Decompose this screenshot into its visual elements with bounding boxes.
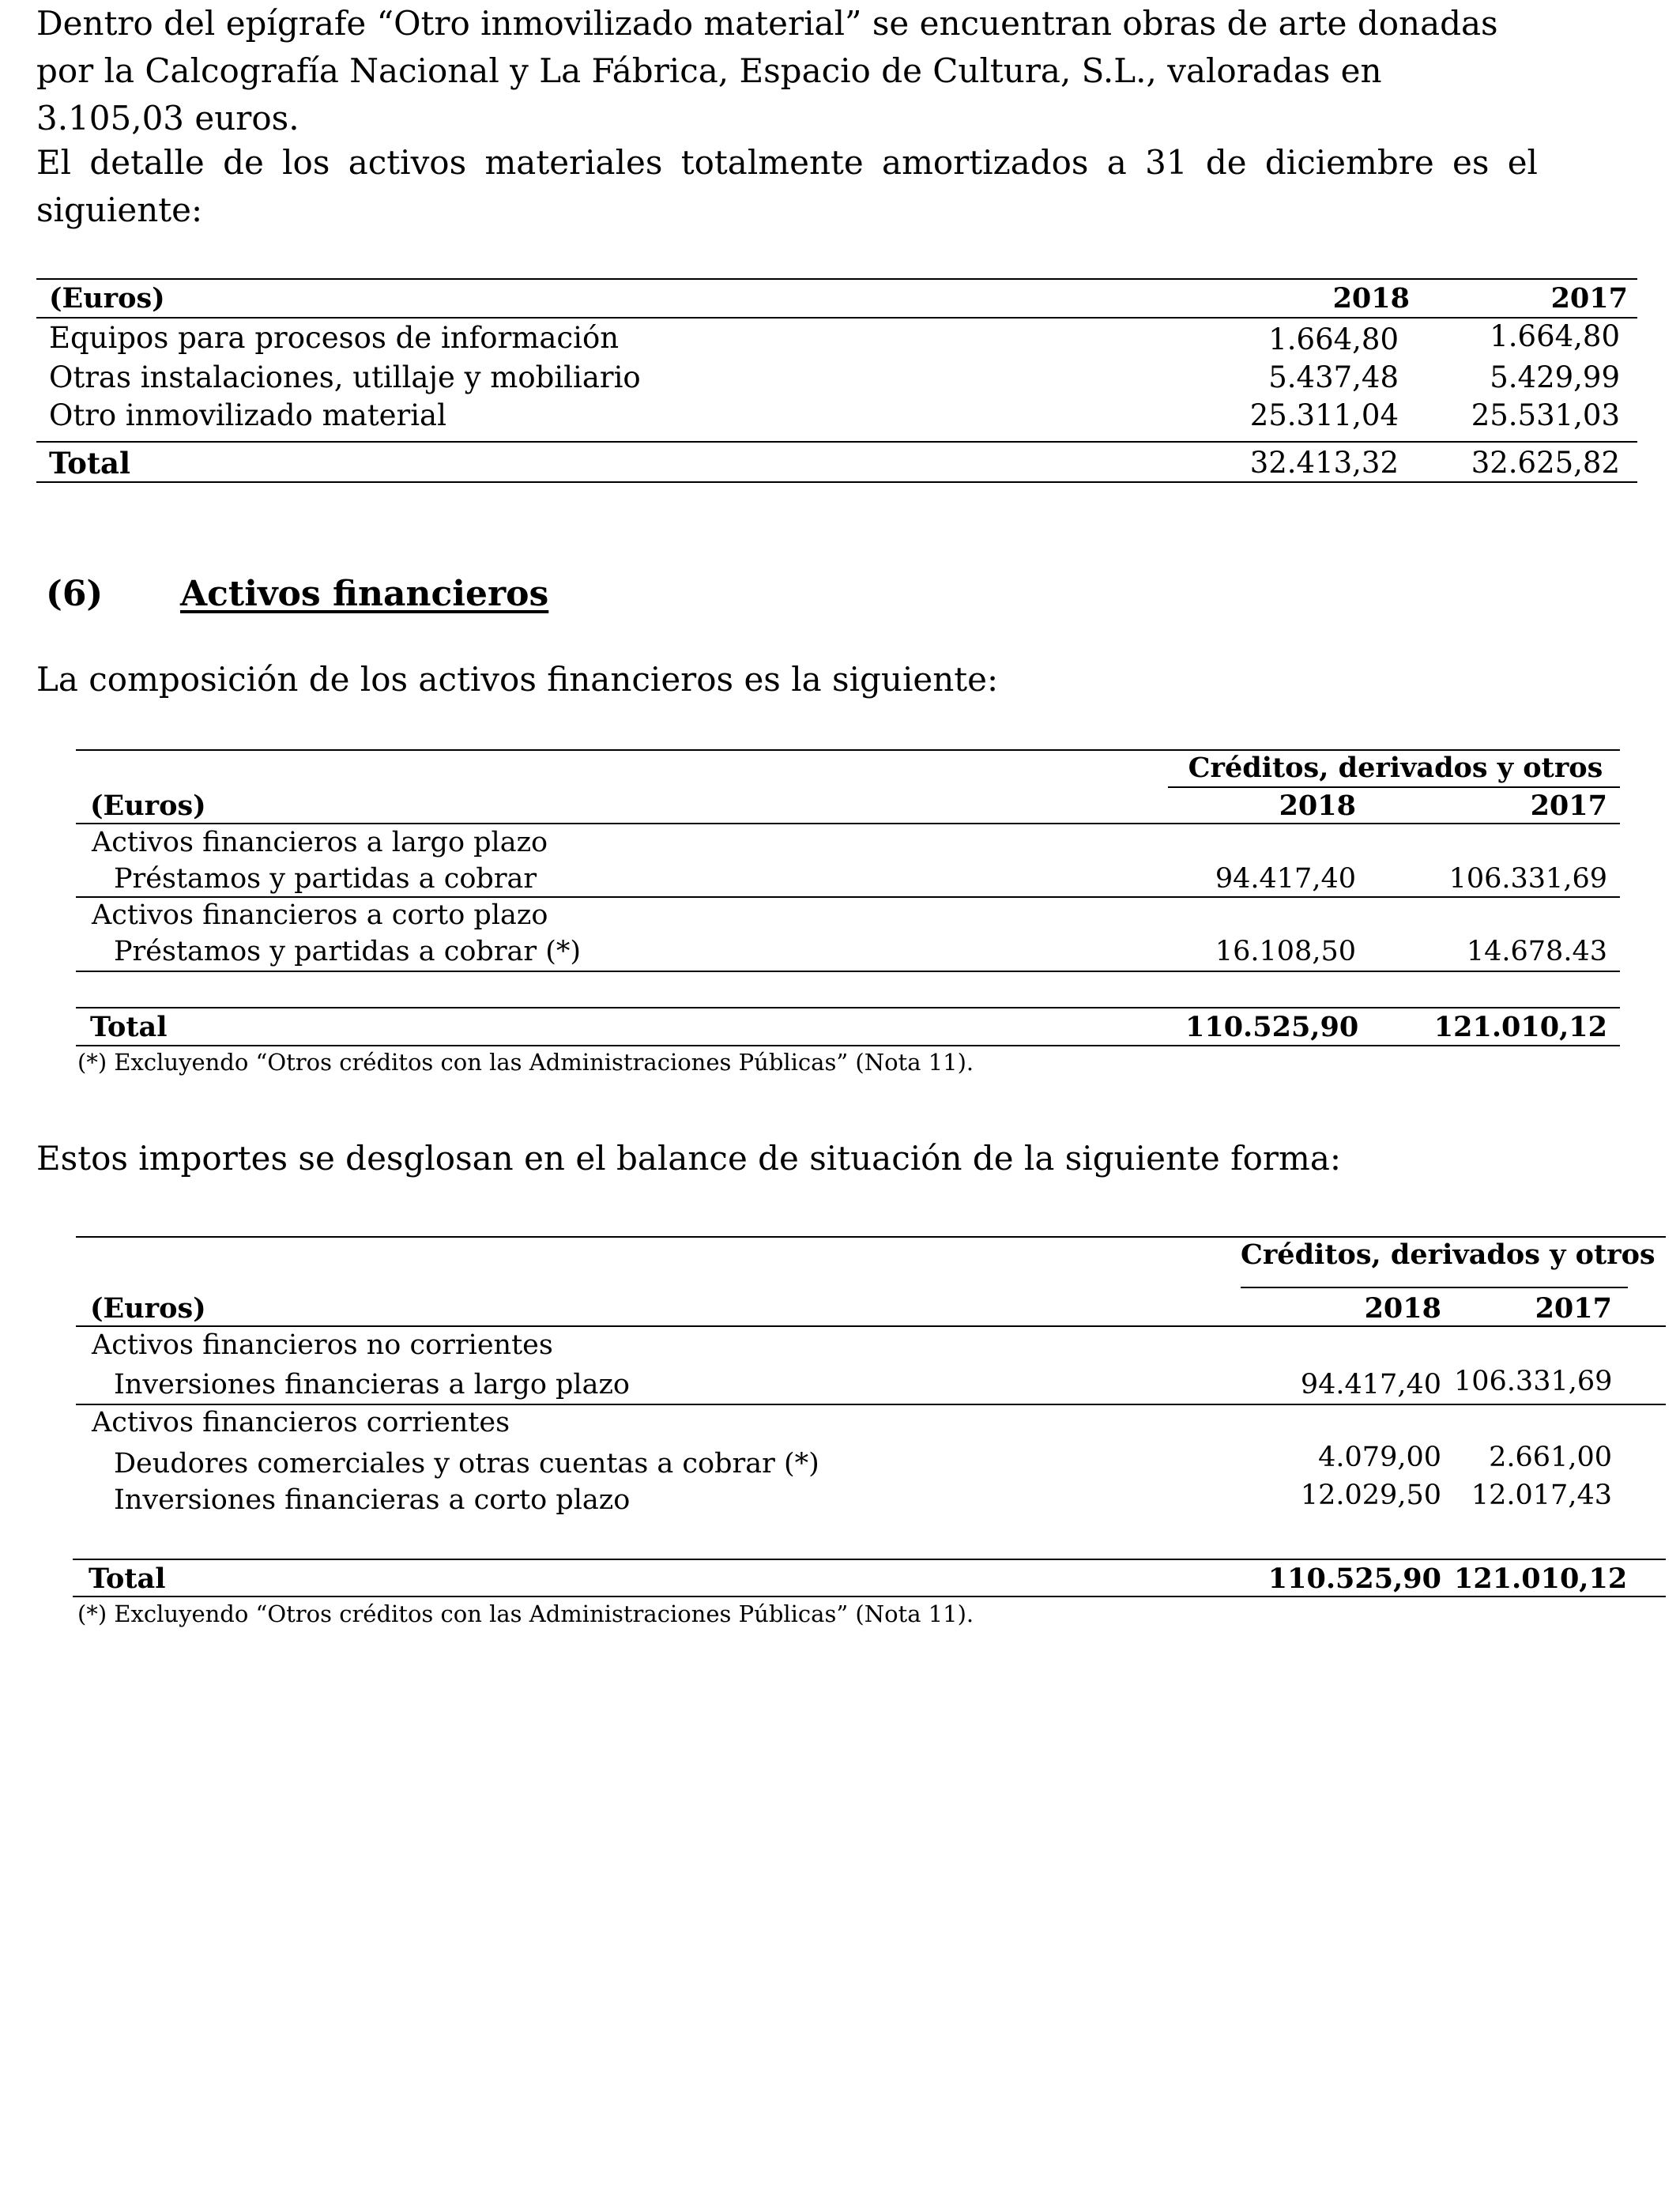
table-row-label: Préstamos y partidas a cobrar [114, 863, 537, 895]
table-rule [36, 317, 1637, 319]
table-cell-2017: 1.664,80 [1490, 319, 1620, 353]
table-group-label: Activos financieros a largo plazo [92, 827, 548, 858]
table-rule [36, 481, 1637, 483]
table-cell-2018: 25.311,04 [1249, 398, 1399, 432]
table-total-2018: 110.525,90 [1268, 1563, 1441, 1595]
table-cell-2017: 5.429,99 [1490, 360, 1620, 394]
table-cell-2017: 12.017,43 [1471, 1480, 1612, 1511]
table-rule [76, 1325, 1666, 1327]
column-header-2017: 2017 [1550, 282, 1628, 315]
column-header-2018: 2018 [1364, 1292, 1441, 1325]
table-rule [76, 971, 1620, 972]
table-unit-header: (Euros) [90, 790, 206, 822]
table-total-2018: 32.413,32 [1249, 446, 1399, 480]
section-number: (6) [46, 574, 104, 614]
section-title: Activos financieros [180, 574, 549, 614]
table-row-label: Inversiones financieras a corto plazo [114, 1484, 631, 1516]
column-group-header: Créditos, derivados y otros [1241, 1238, 1656, 1271]
table-rule [1168, 786, 1620, 788]
column-header-2018: 2018 [1332, 282, 1410, 315]
table-cell-2018: 94.417,40 [1300, 1369, 1441, 1400]
table-cell-2018: 4.079,00 [1318, 1442, 1441, 1473]
table-total-label: Total [49, 446, 131, 481]
table-row-label: Otras instalaciones, utillaje y mobiliario [49, 360, 641, 394]
table-group-label: Activos financieros corrientes [92, 1407, 510, 1438]
table-total-label: Total [89, 1563, 166, 1595]
table-unit-header: (Euros) [49, 282, 165, 315]
table-total-2017: 32.625,82 [1471, 446, 1620, 480]
table-cell-2017: 106.331,69 [1448, 863, 1607, 895]
balance-sheet-intro: Estos importes se desglosan en el balance de situación de la siguiente forma: [36, 1139, 1342, 1178]
table-cell-2017: 14.678.43 [1466, 936, 1607, 967]
table-row-label: Inversiones financieras a largo plazo [114, 1369, 631, 1400]
column-header-2017: 2017 [1530, 790, 1607, 822]
intro-paragraph-2: El detalle de los activos materiales totalmente amortizados a 31 de diciembre es el siguiente: [36, 143, 1538, 229]
table-cell-2017: 2.661,00 [1489, 1442, 1612, 1473]
table-group-label: Activos financieros a corto plazo [92, 899, 548, 931]
table-rule [36, 278, 1637, 280]
table-rule [76, 1007, 1620, 1008]
table-total-2018: 110.525,90 [1185, 1011, 1359, 1043]
table-total-2017: 121.010,12 [1454, 1563, 1628, 1595]
column-header-2018: 2018 [1279, 790, 1356, 822]
table-row-label: Otro inmovilizado material [49, 398, 446, 432]
table-rule [1241, 1287, 1628, 1288]
table-unit-header: (Euros) [90, 1292, 206, 1325]
table-cell-2018: 5.437,48 [1268, 360, 1399, 394]
table-cell-2017: 25.531,03 [1471, 398, 1620, 432]
table-footnote: (*) Excluyendo “Otros créditos con las Administraciones Públicas” (Nota 11). [77, 1049, 974, 1076]
table-footnote: (*) Excluyendo “Otros créditos con las Administraciones Públicas” (Nota 11). [77, 1600, 974, 1627]
table-rule [73, 1559, 1666, 1560]
intro-paragraph-1: Dentro del epígrafe “Otro inmovilizado material” se encuentran obras de arte donadas por la Calcografía Nacional y La Fábrica, Espacio de Cultura, S.L., valoradas en 3.105,03 euros. [36, 4, 1498, 138]
table-total-label: Total [90, 1011, 168, 1043]
table-cell-2017: 106.331,69 [1454, 1366, 1613, 1397]
column-header-2017: 2017 [1535, 1292, 1612, 1325]
table-rule [76, 823, 1620, 824]
table-total-2017: 121.010,12 [1433, 1011, 1607, 1043]
table-group-label: Activos financieros no corrientes [92, 1329, 553, 1361]
section-intro: La composición de los activos financieros es la siguiente: [36, 660, 999, 699]
table-rule [36, 441, 1637, 443]
table-row-label: Equipos para procesos de información [49, 321, 620, 355]
table-cell-2018: 12.029,50 [1300, 1480, 1441, 1511]
table-row-label: Préstamos y partidas a cobrar (*) [114, 936, 582, 967]
table-cell-2018: 16.108,50 [1215, 936, 1356, 967]
column-group-header: Créditos, derivados y otros [1188, 752, 1603, 784]
table-row-label: Deudores comerciales y otras cuentas a cobrar (*) [114, 1448, 819, 1480]
table-cell-2018: 1.664,80 [1268, 322, 1399, 356]
table-cell-2018: 94.417,40 [1215, 863, 1356, 895]
